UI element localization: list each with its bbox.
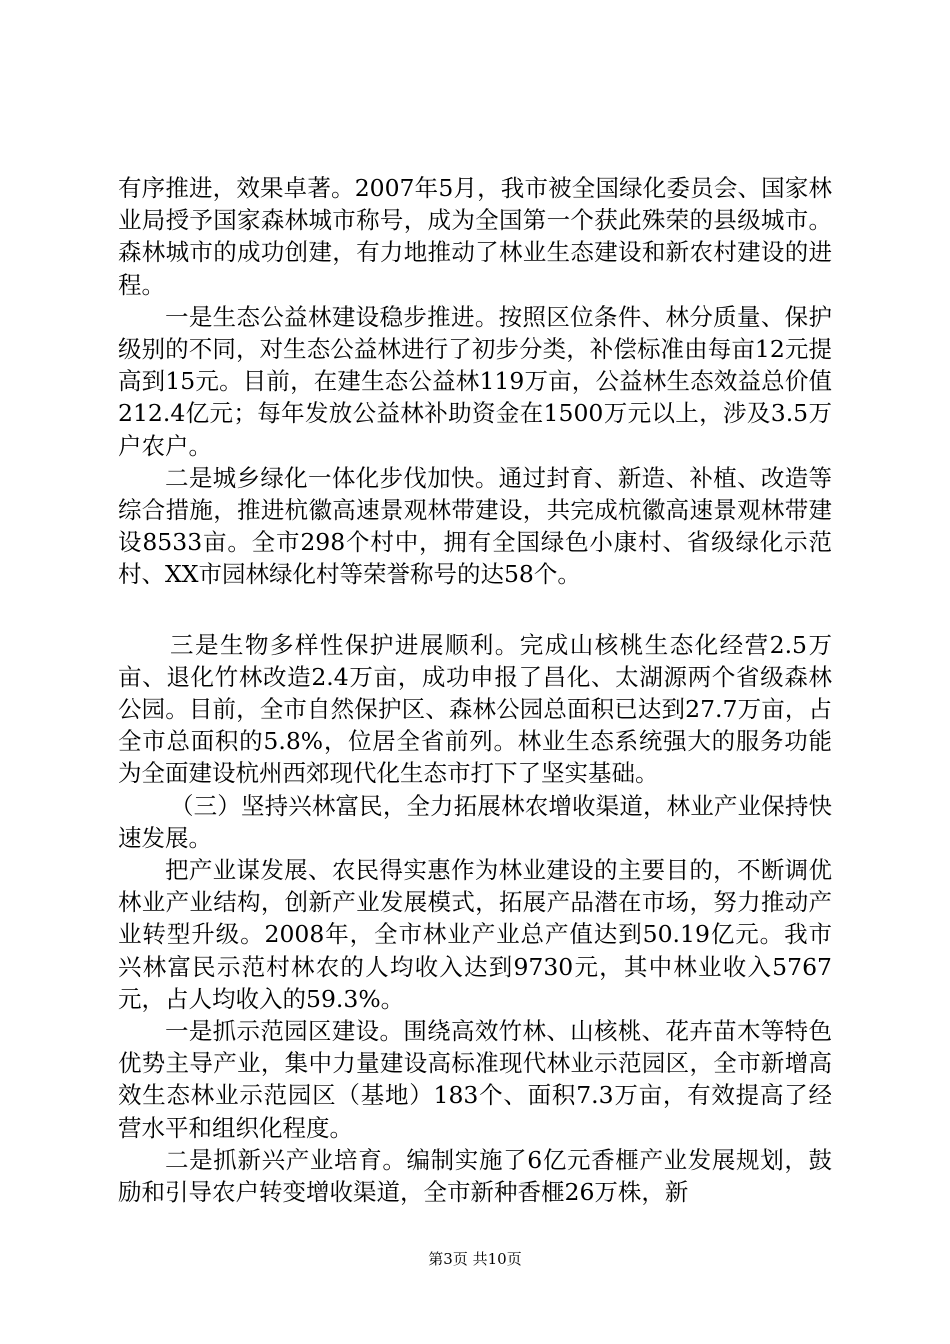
paragraph-7: 二是抓新兴产业培育。编制实施了6亿元香榧产业发展规划，鼓励和引导农户转变增收渠道，全市新种香榧26万株，新 <box>118 1145 832 1207</box>
paragraph-5: 把产业谋发展、农民得实惠作为林业建设的主要目的，不断调优林业产业结构，创新产业发展模式，拓展产品潜在市场，努力推动产业转型升级。2008年，全市林业产业总产值达到50.19亿元。我市兴林富民示范村林农的人均收入达到9730元，其中林业收入5767元，占人均收入的59.3%。 <box>118 856 832 1013</box>
paragraph-4: 三是生物多样性保护进展顺利。完成山核桃生态化经营2.5万亩、退化竹林改造2.4万亩，成功申报了昌化、太湖源两个省级森林公园。目前，全市自然保护区、森林公园总面积已达到27.7万亩，占全市总面积的5.8%，位居全省前列。林业生态系统强大的服务功能为全面建设杭州西郊现代化生态市打下了坚实基础。 <box>118 630 832 788</box>
paragraph-3: 二是城乡绿化一体化步伐加快。通过封育、新造、补植、改造等综合措施，推进杭徽高速景观林带建设，共完成杭徽高速景观林带建设8533亩。全市298个村中，拥有全国绿色小康村、省级绿化示范村、XX市园林绿化村等荣誉称号的达58个。 <box>118 463 832 589</box>
document-body <box>118 172 832 1208</box>
paragraph-gap <box>118 591 832 629</box>
page-number-footer: 第3页 共10页 <box>428 1250 522 1268</box>
paragraph-1: 有序推进，效果卓著。2007年5月，我市被全国绿化委员会、国家林业局授予国家森林城市称号，成为全国第一个获此殊荣的县级城市。森林城市的成功创建，有力地推动了林业生态建设和新农村建设的进程。 <box>118 174 832 299</box>
section-heading: （三）坚持兴林富民，全力拓展林农增收渠道，林业产业保持快速发展。 <box>118 791 832 852</box>
paragraph-2: 一是生态公益林建设稳步推进。按照区位条件、林分质量、保护级别的不同，对生态公益林进行了初步分类，补偿标准由每亩12元提高到15元。目前，在建生态公益林119万亩，公益林生态效益总价值212.4亿元；每年发放公益林补助资金在1500万元以上，涉及3.5万户农户。 <box>118 302 832 460</box>
paragraph-6: 一是抓示范园区建设。围绕高效竹林、山核桃、花卉苗木等特色优势主导产业，集中力量建设高标准现代林业示范园区，全市新增高效生态林业示范园区（基地）183个、面积7.3万亩，有效提高了经营水平和组织化程度。 <box>118 1017 832 1142</box>
